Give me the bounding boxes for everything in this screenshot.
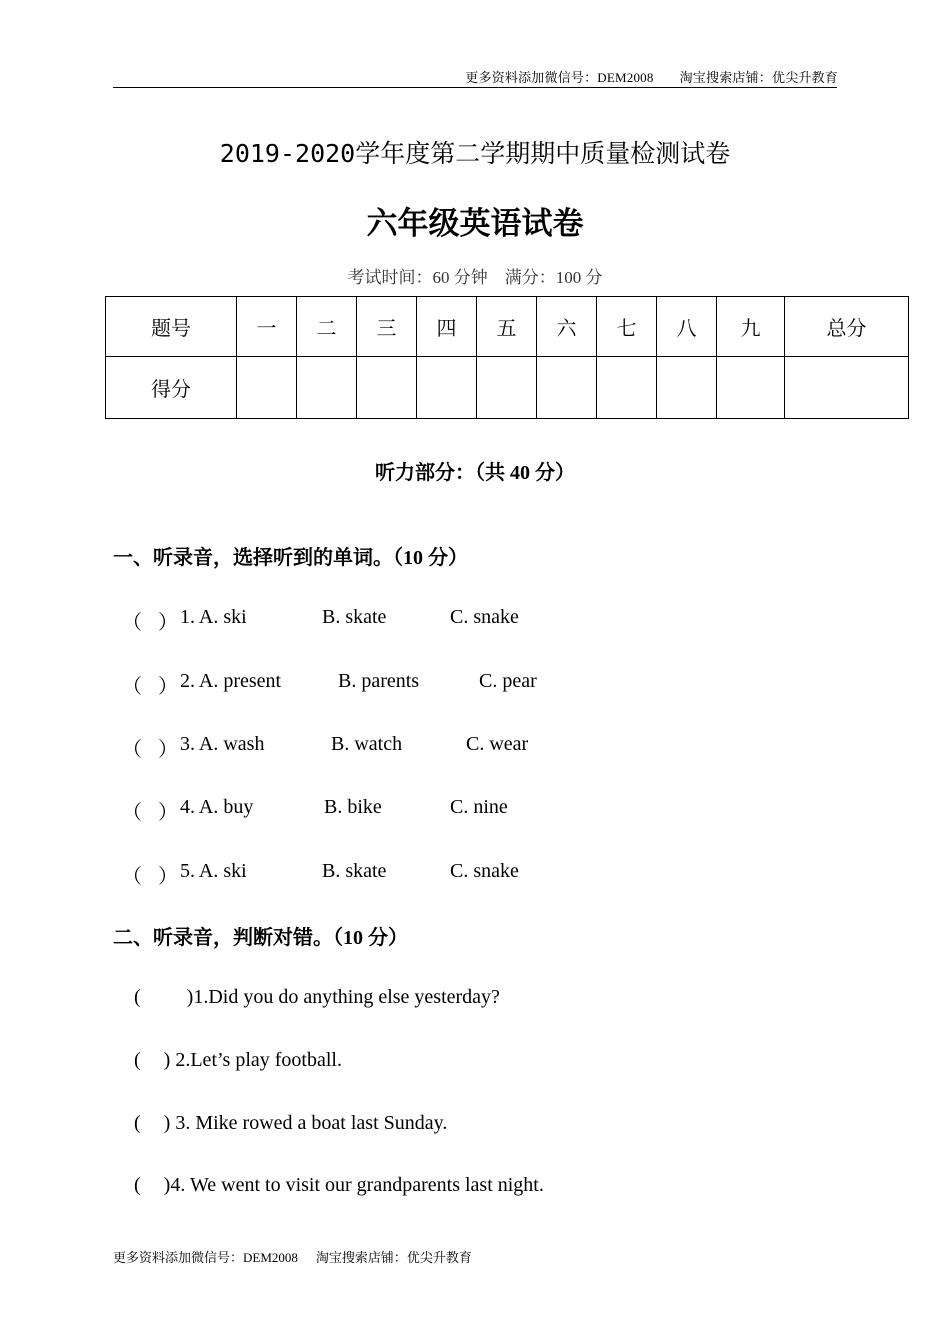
table-cell: 四	[417, 297, 477, 357]
answer-paren-open: （	[122, 739, 142, 761]
table-cell: 一	[237, 297, 297, 357]
listening-heading: 听力部分：（共 40 分）	[375, 462, 575, 484]
table-cell: 三	[357, 297, 417, 357]
exam-title: 2019-2020学年度第二学期期中质量检测试卷	[219, 139, 731, 168]
footer-wechat: 更多资料添加微信号：DEM2008	[113, 1250, 298, 1265]
option-c: C. wear	[466, 733, 529, 755]
header-shop: 淘宝搜索店铺：优尖升教育	[679, 70, 838, 85]
answer-paren-close: ）	[158, 866, 178, 888]
table-cell: 九	[717, 297, 785, 357]
option-c: C. pear	[479, 670, 537, 692]
option-b: B. skate	[322, 860, 387, 882]
score-blank-cell	[477, 357, 537, 419]
list-item	[134, 986, 500, 1009]
answer-paren-close: )	[163, 1112, 171, 1134]
option-a: 5. A. ski	[180, 860, 247, 882]
answer-paren-close: ）	[158, 802, 178, 824]
answer-paren-open: （	[122, 612, 142, 634]
score-blank-cell	[717, 357, 785, 419]
list-item	[134, 1049, 342, 1072]
score-blank-cell	[237, 357, 297, 419]
option-c: C. nine	[450, 796, 508, 818]
table-cell: 六	[537, 297, 597, 357]
answer-paren-close: )	[163, 1174, 171, 1196]
exam-subtitle: 六年级英语试卷	[366, 206, 584, 242]
answer-paren-close: ）	[158, 739, 178, 761]
table-cell: 八	[657, 297, 717, 357]
answer-paren-close: )	[163, 1049, 171, 1071]
statement-text: 2.Let’s play football.	[170, 1049, 342, 1071]
table-cell: 五	[477, 297, 537, 357]
score-blank-cell	[537, 357, 597, 419]
answer-paren-open: (	[134, 986, 141, 1008]
option-a: 4. A. buy	[180, 796, 254, 818]
answer-paren-close: ）	[158, 676, 178, 698]
table-cell: 总分	[785, 297, 909, 357]
score-blank-cell	[417, 357, 477, 419]
option-b: B. bike	[324, 796, 382, 818]
footer-shop: 淘宝搜索店铺：优尖升教育	[315, 1250, 472, 1265]
answer-paren-open: (	[134, 1112, 141, 1134]
statement-text: 4. We went to visit our grandparents last night.	[170, 1174, 544, 1196]
option-a: 3. A. wash	[180, 733, 265, 755]
score-table-score-row	[106, 357, 909, 419]
score-blank-cell	[297, 357, 357, 419]
option-a: 2. A. present	[180, 670, 282, 692]
answer-paren-open: （	[122, 802, 142, 824]
option-b: B. watch	[331, 733, 403, 755]
answer-paren-close: )	[186, 986, 194, 1008]
page-header	[465, 67, 838, 86]
statement-text: 3. Mike rowed a boat last Sunday.	[170, 1112, 448, 1134]
option-a: 1. A. ski	[180, 606, 247, 628]
score-blank-cell	[785, 357, 909, 419]
answer-paren-open: (	[134, 1174, 141, 1196]
score-blank-cell	[597, 357, 657, 419]
table-cell: 题号	[106, 297, 237, 357]
table-cell: 得分	[106, 357, 237, 419]
statement-text: 1.Did you do anything else yesterday?	[193, 986, 500, 1008]
answer-paren-open: （	[122, 866, 142, 888]
answer-paren-close: ）	[158, 612, 178, 634]
option-c: C. snake	[450, 860, 519, 882]
list-item	[134, 1174, 544, 1197]
table-cell: 二	[297, 297, 357, 357]
table-cell: 七	[597, 297, 657, 357]
section1-heading: 一、听录音，选择听到的单词。（10 分）	[113, 547, 468, 569]
option-b: B. skate	[322, 606, 387, 628]
answer-paren-open: (	[134, 1049, 141, 1071]
score-table	[105, 296, 909, 419]
header-divider	[113, 87, 837, 88]
score-table-header-row	[106, 297, 909, 357]
score-blank-cell	[657, 357, 717, 419]
answer-paren-open: （	[122, 676, 142, 698]
page-footer	[113, 1247, 472, 1266]
exam-info: 考试时间：60 分钟 满分：100 分	[347, 268, 603, 287]
header-wechat: 更多资料添加微信号：DEM2008	[465, 70, 654, 85]
option-b: B. parents	[338, 670, 420, 692]
list-item	[134, 1112, 447, 1135]
option-c: C. snake	[450, 606, 519, 628]
score-blank-cell	[357, 357, 417, 419]
section2-heading: 二、听录音，判断对错。（10 分）	[113, 927, 408, 949]
